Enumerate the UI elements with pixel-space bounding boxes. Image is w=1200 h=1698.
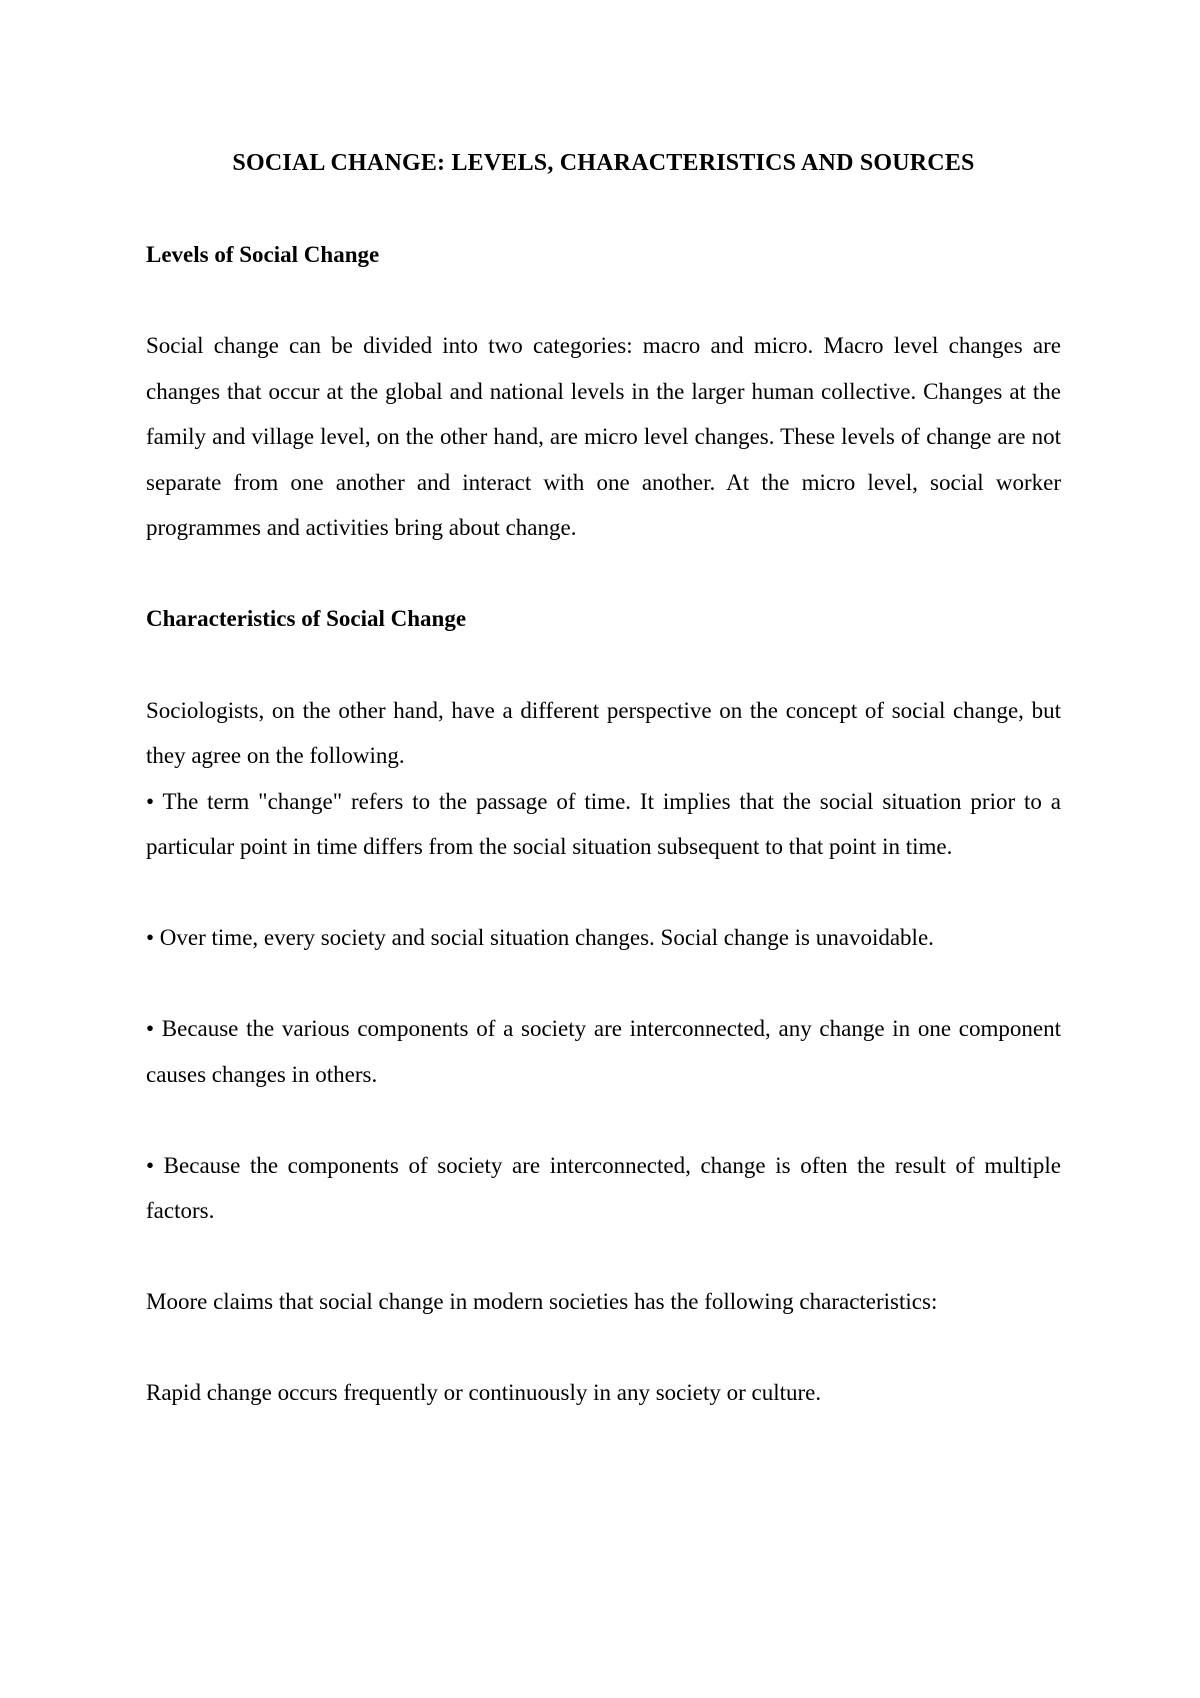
bullet-item: • Over time, every society and social situation changes. Social change is unavoidable.: [146, 925, 934, 950]
paragraph: Moore claims that social change in modern societies has the following characteristics:: [146, 1289, 938, 1314]
spacer: [146, 961, 1061, 1007]
spacer: [146, 551, 1061, 597]
spacer: [146, 642, 1061, 688]
spacer: [146, 186, 1061, 232]
paragraph: Rapid change occurs frequently or continuously in any society or culture.: [146, 1380, 822, 1405]
spacer: [146, 1325, 1061, 1371]
document-title: SOCIAL CHANGE: LEVELS, CHARACTERISTICS AND SOURCES: [232, 150, 975, 176]
paragraph: Social change can be divided into two categories: macro and micro. Macro level changes are changes that occur at the global and national levels in the larger human collective. Changes at the family and village level, on the other hand, are micro level changes. These levels of change are not separate from one another and interact with one another. At the micro level, social worker programmes and activities bring about change.: [146, 333, 1061, 540]
bullet-item: • Because the various components of a society are interconnected, any change in one component causes changes in others.: [146, 1016, 1061, 1087]
bullet-item: • The term "change" refers to the passage of time. It implies that the social situation prior to a particular point in time differs from the social situation subsequent to that point in time.: [146, 788, 1061, 859]
section-heading-characteristics: Characteristics of Social Change: [146, 606, 467, 631]
spacer: [146, 870, 1061, 916]
bullet-item: • Because the components of society are interconnected, change is often the result of multiple factors.: [146, 1152, 1061, 1223]
section-heading-levels: Levels of Social Change: [146, 241, 380, 267]
spacer: [146, 1097, 1061, 1143]
paragraph: Sociologists, on the other hand, have a different perspective on the concept of social change, but they agree on the following.: [146, 697, 1061, 768]
spacer: [146, 1234, 1061, 1280]
document-page: [146, 140, 1061, 1416]
spacer: [146, 278, 1061, 324]
